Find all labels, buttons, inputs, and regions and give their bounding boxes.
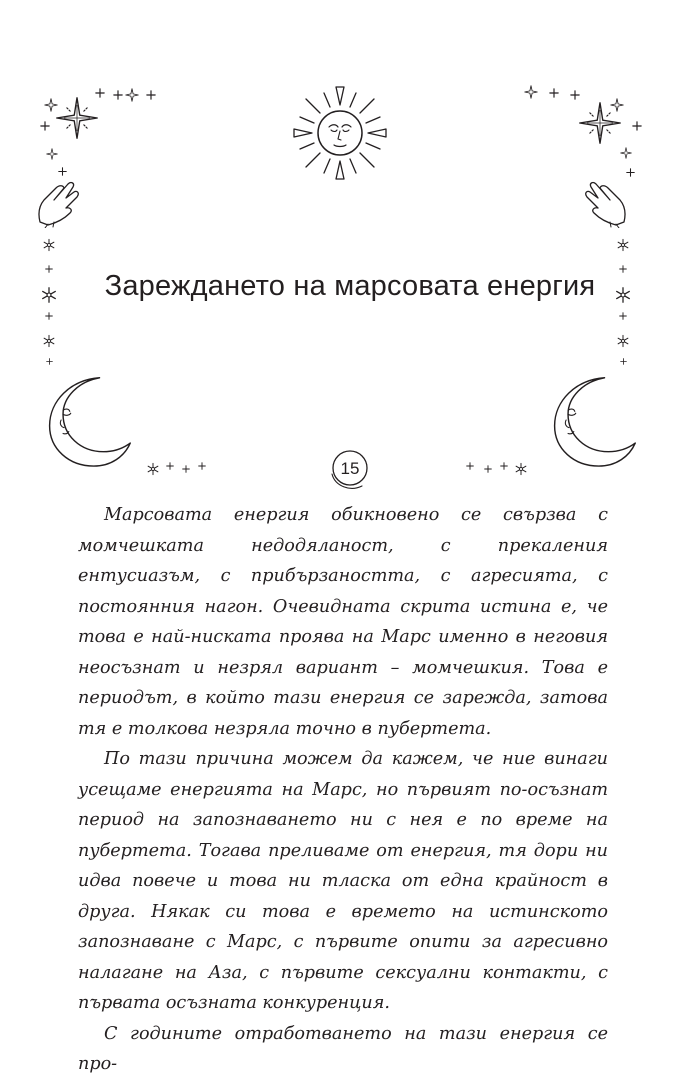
hand-icon-left: [39, 183, 78, 228]
chapter-number: 15: [340, 459, 360, 478]
body-text: [78, 500, 608, 1080]
hand-icon-right: [586, 183, 625, 228]
sun-face-icon: [294, 87, 386, 179]
bottom-stars-left: [148, 463, 205, 475]
ornament-frame: [0, 0, 700, 500]
sparkle-cluster-left: [41, 89, 155, 176]
paragraph: По тази причина можем да кажем, че ние винаги усещаме енергията на Марс, но първият по-осъзнат период на запознаването ни с нея е по време на пубертета. Тогава преливаме от енергия, тя дори ни идва повече и това ни тласка от една крайност в друга. Някак си това е времето на истинското запознаване с Марс, с първите опити за агресивно налагане на Аза, с първите сексуални контакти, с първата осъзната конкуренция.: [78, 749, 608, 1013]
paragraph: Марсовата енергия обикновено се свързва с момчешката недодяланост, с прекаления ентусиазъм, с прибързаността, с агресията, с постоянния нагон. Очевидната скрита истина е, че това е най-ниската проява на Марс именно в неговия неосъзнат и незрял вариант – момчешкия. Това е периодът, в който тази енергия се зарежда, затова тя е толкова незряла точно в пубертета.: [78, 505, 608, 739]
chapter-title: Зареждането на марсовата енергия: [104, 270, 596, 302]
sparkle-cluster-right: [525, 86, 641, 177]
paragraph: С годините отработването на тази енергия се про-: [78, 1023, 608, 1074]
crescent-moon-face-icon-left: [50, 378, 131, 466]
bottom-stars-right: [467, 463, 526, 475]
crescent-moon-face-icon-right: [555, 378, 636, 466]
